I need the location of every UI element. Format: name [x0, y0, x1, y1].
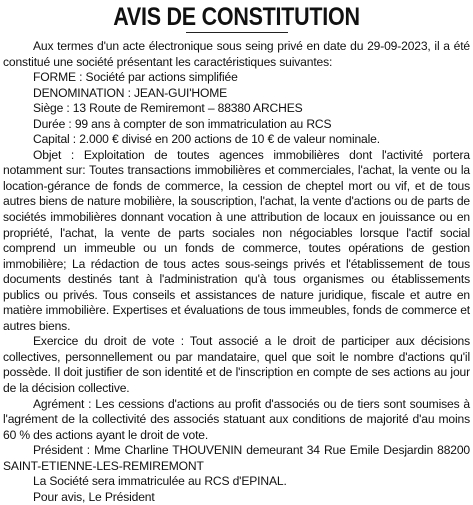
signature-line: Pour avis, Le Président — [33, 489, 155, 504]
duree-line: Durée : 99 ans à compter de son immatriculation au RCS — [33, 116, 332, 131]
agrement-paragraph: Agrément : Les cessions d'actions au profit d'associés ou de tiers sont soumises à l'agrément de la collectivité des associés statuant aux conditions de majorité d'au moins 60 % des actions ayant le droit de vote. — [3, 396, 470, 442]
legal-notice — [3, 0, 470, 505]
denomination-line: DENOMINATION : JEAN-GUI'HOME — [33, 85, 228, 100]
siege-line: Siège : 13 Route de Remiremont – 88380 ARCHES — [33, 101, 303, 116]
exercice-paragraph: Exercice du droit de vote : Tout associé a le droit de participer aux décisions collectives, personnellement ou par mandataire, quel que soit le nombre d'actions qu'il possède. Il doit justifier de son identité et de l'inscription en compte de ses actions au jour de la décision collective. — [3, 334, 470, 396]
notice-title: AVIS DE CONSTITUTION — [113, 3, 360, 31]
notice-body — [3, 39, 470, 505]
title-underline — [186, 32, 288, 33]
capital-line: Capital : 2.000 € divisé en 200 actions de 10 € de valeur nominale. — [33, 132, 380, 147]
forme-line: FORME : Société par actions simplifiée — [33, 70, 238, 85]
intro-paragraph: Aux termes d'un acte électronique sous seing privé en date du 29-09-2023, il a été constitué une société présentant les caractéristiques suivantes: — [3, 39, 470, 69]
objet-paragraph: Objet : Exploitation de toutes agences immobilières dont l'activité portera notamment sur: Toutes transactions immobilières et commerciales, l'achat, la vente ou la location-gérance de fonds de commerce, la cession de cheptel mort ou vif, et de tous autres biens de nature mobilière, la souscription, l'achat, la vente d'actions ou de parts de sociétés immobilières donnant vocation à une attribution de locaux en jouissance ou en propriété, l'achat, la vente de parts sociales non négociables lorsque l'actif social comprend un immeuble ou un fonds de commerce, toutes opérations de gestion immobilière; La rédaction de tous actes sous-seings privés et l'établissement de tous documents destinés tant à l'administration qu'à tous organismes ou établissements publics ou privés. Tous conseils et assistances de nature juridique, fiscale et autre en matière immobilière. Expertises et évaluations de tous immeubles, fonds de commerce et autres biens. — [3, 147, 470, 333]
president-paragraph: Président : Mme Charline THOUVENIN demeurant 34 Rue Emile Desjardin 88200 SAINT-ETIENNE-LES-REMIREMONT — [3, 443, 470, 473]
immatriculation-line: La Société sera immatriculée au RCS d'EPINAL. — [33, 474, 287, 489]
